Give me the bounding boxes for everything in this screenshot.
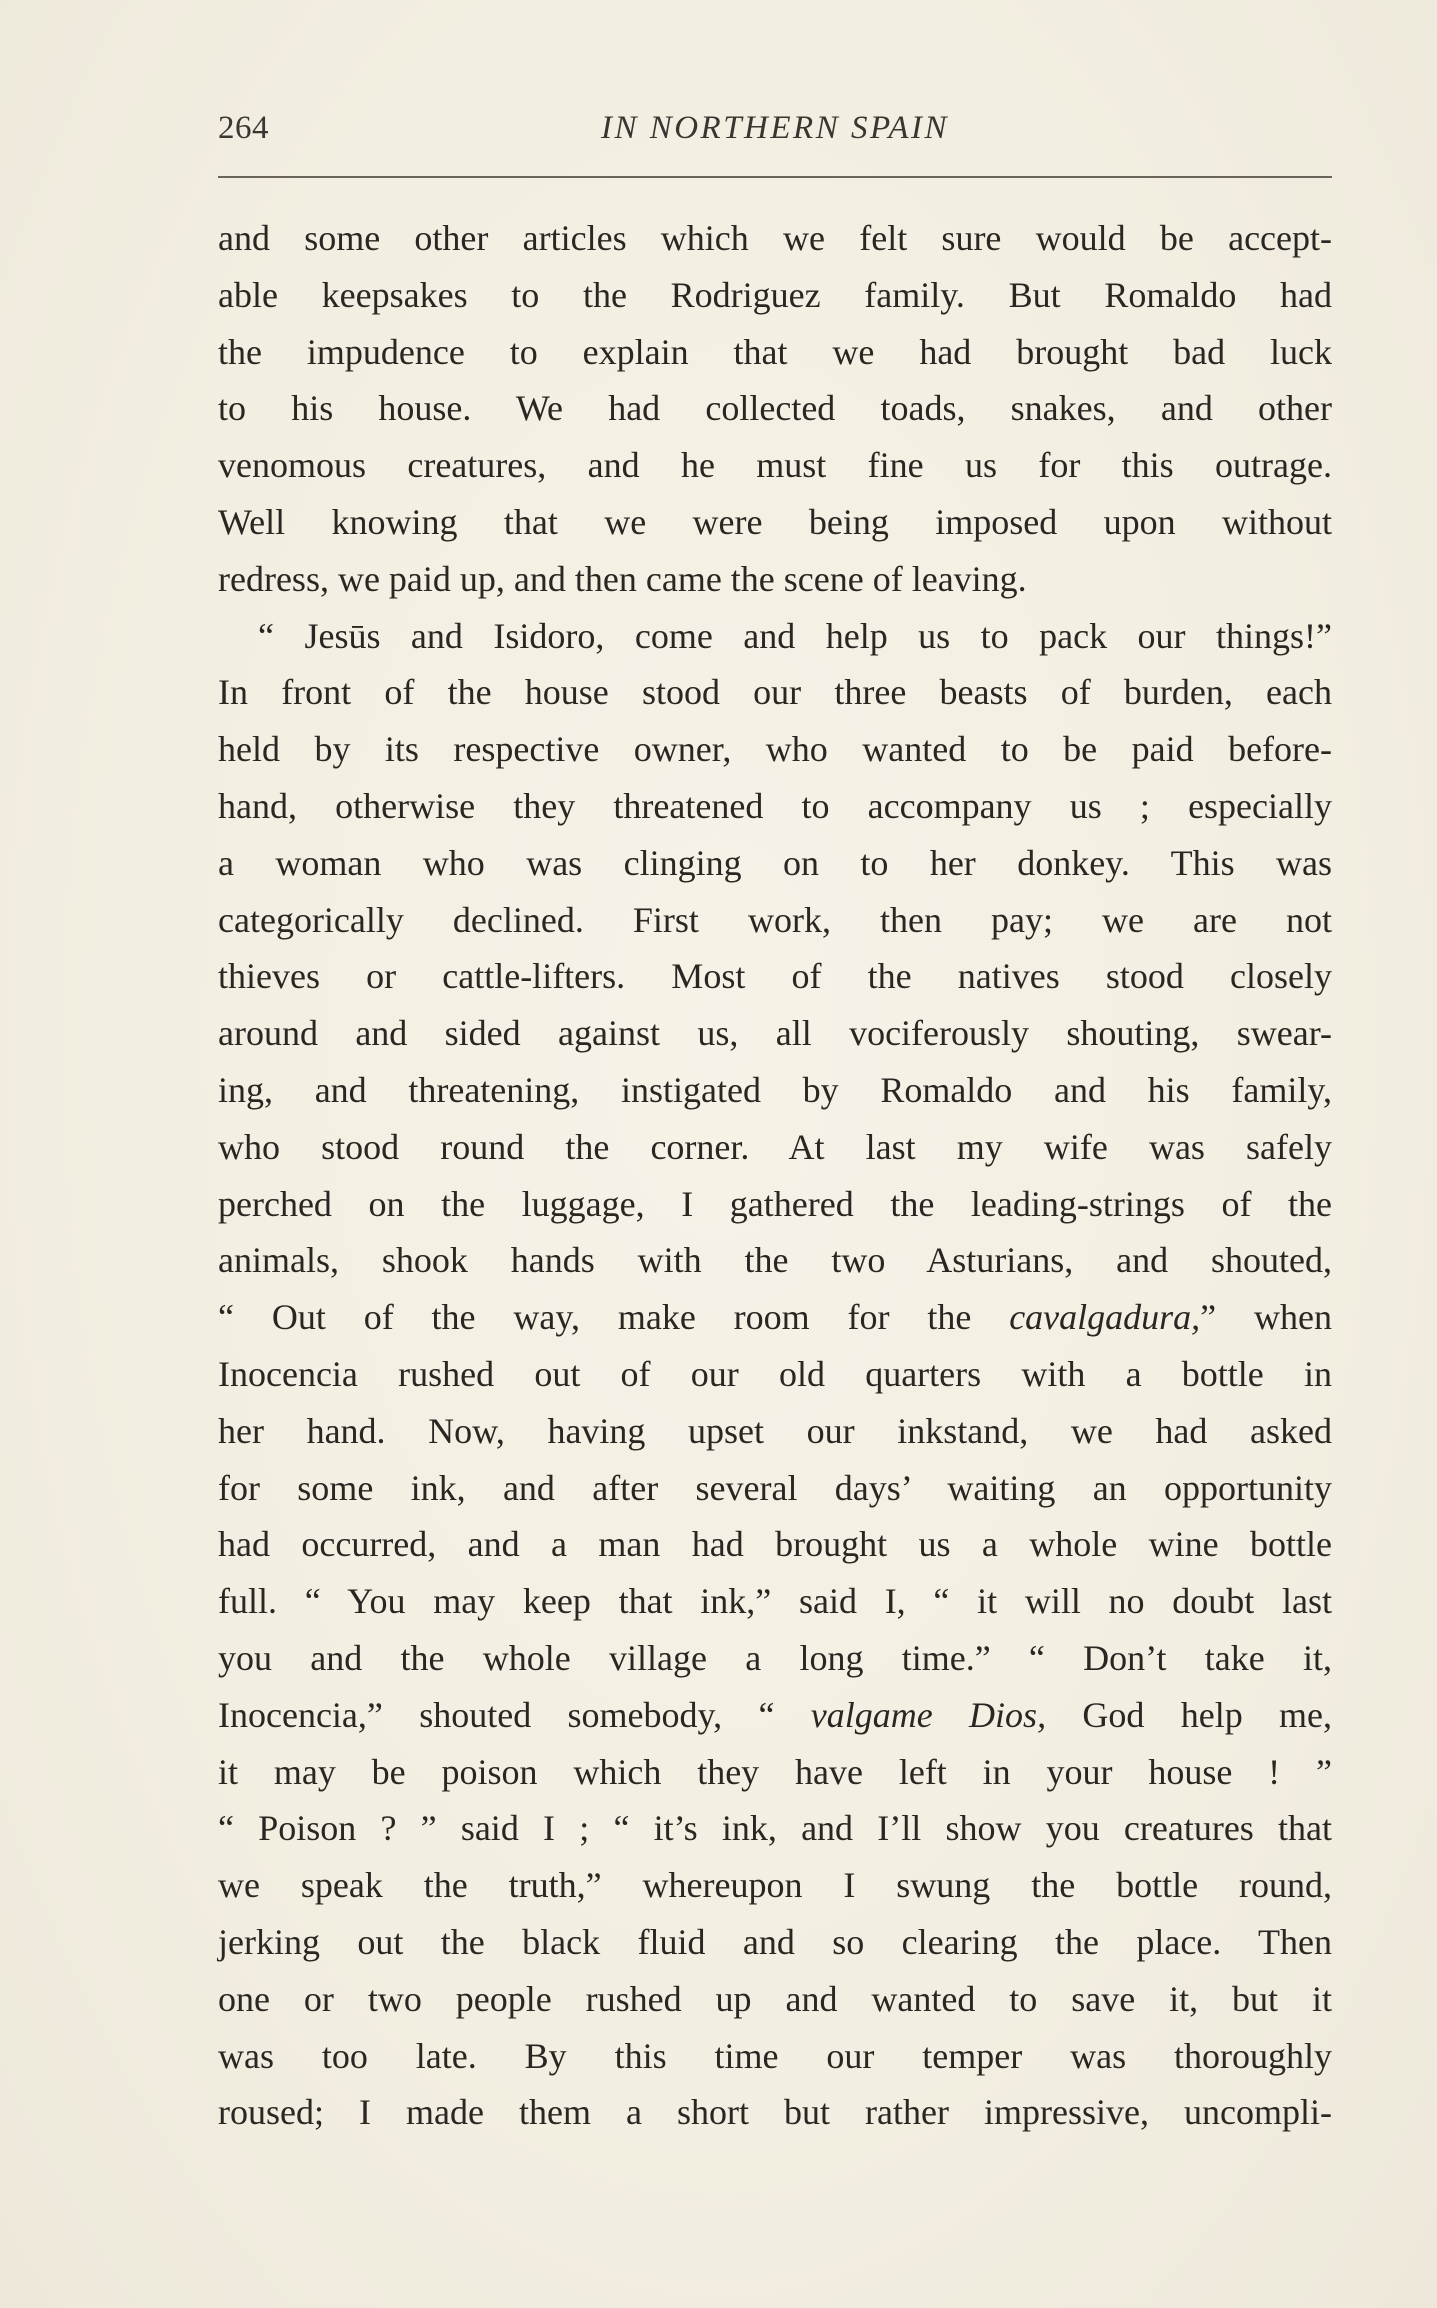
text-line: who stood round the corner. At last my wife was safely <box>218 1126 1332 1167</box>
text-line: redress, we paid up, and then came the scene of leaving. <box>218 558 1027 599</box>
text-line: Inocencia,” shouted somebody, “ valgame Dios, God help me, <box>218 1694 1332 1735</box>
text-line: a woman who was clinging on to her donkey. This was <box>218 842 1332 883</box>
text-line: jerking out the black fluid and so clearing the place. Then <box>218 1921 1332 1962</box>
text-line: around and sided against us, all vociferously shouting, swear- <box>218 1013 1332 1054</box>
text-line: categorically declined. First work, then pay; we are not <box>218 899 1332 940</box>
text-line: was too late. By this time our temper was thoroughly <box>218 2035 1332 2076</box>
header-rule <box>218 176 1332 178</box>
text-line: able keepsakes to the Rodriguez family. But Romaldo had <box>218 274 1332 315</box>
text-line: it may be poison which they have left in your house ! ” <box>218 1751 1332 1792</box>
text-line: “ Jesūs and Isidoro, come and help us to pack our things!” <box>258 615 1332 656</box>
running-head: IN NORTHERN SPAIN <box>600 110 950 146</box>
text-line: hand, otherwise they threatened to accompany us ; especially <box>218 785 1332 826</box>
text-line: one or two people rushed up and wanted to save it, but it <box>218 1978 1332 2019</box>
text-line: “ Out of the way, make room for the cavalgadura,” when <box>218 1297 1332 1338</box>
text-line: venomous creatures, and he must fine us for this outrage. <box>218 445 1332 486</box>
text-line: Well knowing that we were being imposed upon without <box>218 501 1332 542</box>
text-line: thieves or cattle-lifters. Most of the natives stood closely <box>218 956 1332 997</box>
text-line: we speak the truth,” whereupon I swung the bottle round, <box>218 1865 1332 1906</box>
text-line: full. “ You may keep that ink,” said I, “ it will no doubt last <box>218 1581 1332 1622</box>
text-line: you and the whole village a long time.” “ Don’t take it, <box>218 1637 1332 1678</box>
text-line: the impudence to explain that we had brought bad luck <box>218 331 1332 372</box>
page-number: 264 <box>218 110 269 146</box>
text-line: had occurred, and a man had brought us a whole wine bottle <box>218 1524 1332 1565</box>
text-line: roused; I made them a short but rather impressive, uncompli- <box>218 2092 1332 2133</box>
text-line: Inocencia rushed out of our old quarters with a bottle in <box>218 1353 1332 1394</box>
italic-phrase: cavalgadura, <box>1009 1297 1201 1338</box>
text-line: for some ink, and after several days’ waiting an opportunity <box>218 1467 1332 1508</box>
text-line: and some other articles which we felt sure would be accept- <box>218 218 1332 258</box>
text-line: perched on the luggage, I gathered the leading-strings of the <box>218 1183 1332 1224</box>
text-line: held by its respective owner, who wanted to be paid before- <box>218 729 1332 770</box>
text-line: “ Poison ? ” said I ; “ it’s ink, and I’ll show you creatures that <box>218 1808 1332 1849</box>
text-line: animals, shook hands with the two Asturians, and shouted, <box>218 1240 1332 1281</box>
text-line: to his house. We had collected toads, snakes, and other <box>218 388 1332 429</box>
text-line: ing, and threatening, instigated by Romaldo and his family, <box>218 1069 1332 1110</box>
italic-phrase: valgame Dios, <box>810 1694 1047 1735</box>
body-text <box>218 210 1332 2141</box>
text-line: her hand. Now, having upset our inkstand, we had asked <box>218 1410 1332 1451</box>
page-header <box>218 106 1332 154</box>
text-line: In front of the house stood our three beasts of burden, each <box>218 672 1332 713</box>
